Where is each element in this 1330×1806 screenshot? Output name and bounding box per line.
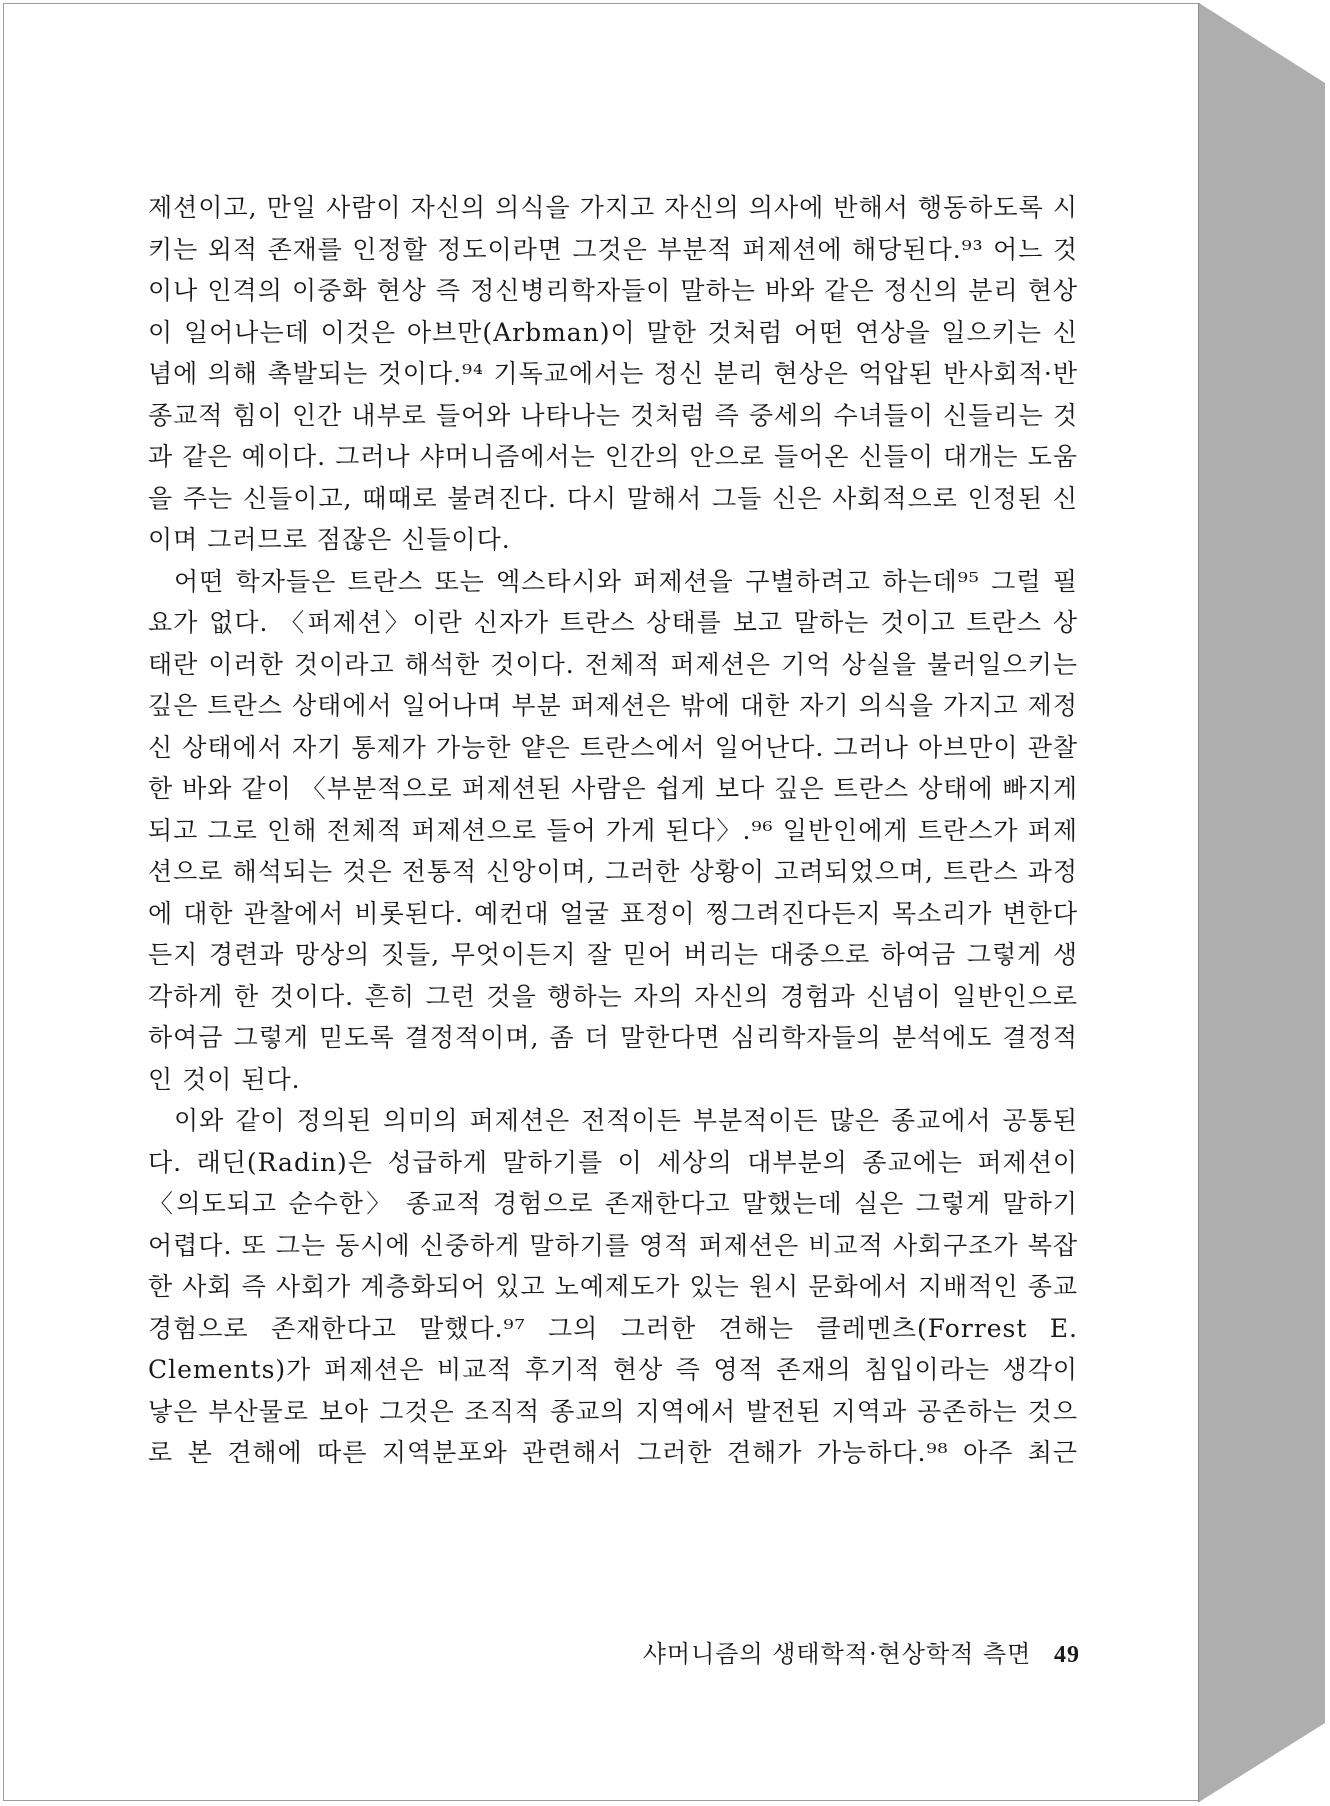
paragraph-1: 제션이고, 만일 사람이 자신의 의식을 가지고 자신의 의사에 반해서 행동하도록 시키는 외적 존재를 인정할 정도이라면 그것은 부분적 퍼제션에 해당된다.⁹³ 어느 것이나 인격의 이중화 현상 즉 정신병리학자들이 말하는 바와 같은 정신의 분리 현상이 일어나는데 이것은 아브만(Arbman)이 말한 것처럼 어떤 연상을 일으키는 신념에 의해 촉발되는 것이다.⁹⁴ 기독교에서는 정신 분리 현상은 억압된 반사회적·반종교적 힘이 인간 내부로 들어와 나타나는 것처럼 즉 중세의 수녀들이 신들리는 것과 같은 예이다. 그러나 샤머니즘에서는 인간의 안으로 들어온 신들이 대개는 도움을 주는 신들이고, 때때로 불려진다. 다시 말해서 그들 신은 사회적으로 인정된 신이며 그러므로 점잖은 신들이다.: [148, 193, 1078, 554]
paragraph-2: 어떤 학자들은 트란스 또는 엑스타시와 퍼제션을 구별하려고 하는데⁹⁵ 그럴 필요가 없다. 〈퍼제션〉이란 신자가 트란스 상태를 보고 말하는 것이고 트란스 상태란 이러한 것이라고 해석한 것이다. 전체적 퍼제션은 기억 상실을 불러일으키는 깊은 트란스 상태에서 일어나며 부분 퍼제션은 밖에 대한 자기 의식을 가지고 제정신 상태에서 자기 통제가 가능한 얕은 트란스에서 일어난다. 그러나 아브만이 관찰한 바와 같이 〈부분적으로 퍼제션된 사람은 쉽게 보다 깊은 트란스 상태에 빠지게 되고 그로 인해 전체적 퍼제션으로 들어 가게 된다〉.⁹⁶ 일반인에게 트란스가 퍼제션으로 해석되는 것은 전통적 신앙이며, 그러한 상황이 고려되었으며, 트란스 과정에 대한 관찰에서 비롯된다. 예컨대 얼굴 표정이 찡그려진다든지 목소리가 변한다든지 경련과 망상의 짓들, 무엇이든지 잘 믿어 버리는 대중으로 하여금 그렇게 생각하게 한 것이다. 흔히 그런 것을 행하는 자의 자신의 경험과 신념이 일반인으로 하여금 그렇게 믿도록 결정적이며, 좀 더 말한다면 심리학자들의 분석에도 결정적인 것이 된다.: [148, 566, 1078, 1094]
paragraph-3: 이와 같이 정의된 의미의 퍼제션은 전적이든 부분적이든 많은 종교에서 공통된다. 래딘(Radin)은 성급하게 말하기를 이 세상의 대부분의 종교에는 퍼제션이 〈의도되고 순수한〉 종교적 경험으로 존재한다고 말했는데 실은 그렇게 말하기 어렵다. 또 그는 동시에 신중하게 말하기를 영적 퍼제션은 비교적 사회구조가 복잡한 사회 즉 사회가 계층화되어 있고 노예제도가 있는 원시 문화에서 지배적인 종교 경험으로 존재한다고 말했다.⁹⁷ 그의 그러한 견해는 클레멘츠(Forrest E. Clements)가 퍼제션은 비교적 후기적 현상 즉 영적 존재의 침입이라는 생각이 낳은 부산물로 보아 그것은 조직적 종교의 지역에서 발전된 지역과 공존하는 것으로 본 견해에 따른 지역분포와 관련해서 그러한 견해가 가능하다.⁹⁸ 아주 최근: [148, 1106, 1078, 1467]
page-number: 49: [1054, 1642, 1080, 1668]
running-title: 샤머니즘의 생태학적·현상학적 측면: [642, 1640, 1032, 1668]
body-text: [148, 187, 1078, 1474]
book-spine: [1199, 3, 1325, 1802]
page-footer: [560, 1634, 1080, 1669]
